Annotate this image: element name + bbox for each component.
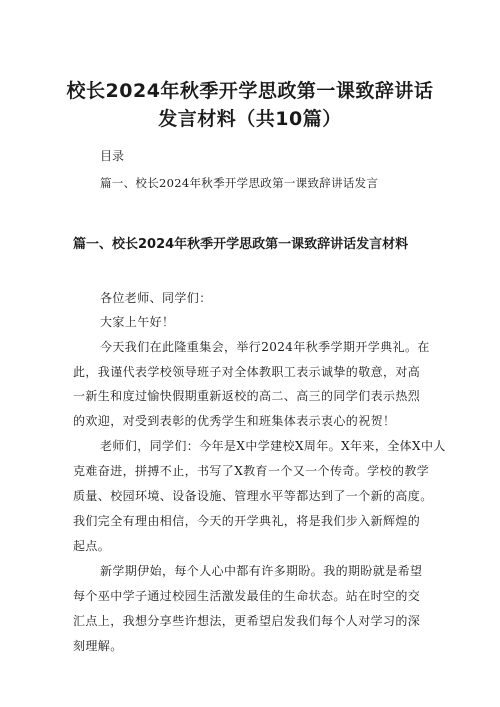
document-title-line1: 校长2024年秋季开学思政第一课致辞讲话 bbox=[66, 80, 434, 102]
toc-heading: 目录 bbox=[100, 149, 125, 163]
body-line: 每个巫中学子通过校园生活激发最佳的生命状态。站在时空的交 bbox=[73, 589, 421, 603]
body-line: 起点。 bbox=[73, 539, 111, 553]
body-line: 我们完全有理由相信，今天的开学典礼，将是我们步入新辉煌的 bbox=[73, 514, 421, 528]
body-line: 老师们，同学们：今年是X中学建校X周年。X年来，全体X中人 bbox=[100, 439, 446, 453]
document-title-line2: 发言材料（共10篇） bbox=[158, 108, 342, 130]
greeting-line: 大家上午好！ bbox=[100, 315, 175, 329]
body-line: 今天我们在此隆重集会，举行2024年秋季学期开学典礼。在 bbox=[100, 340, 430, 354]
body-line: 的欢迎，对受到表彰的优秀学生和班集体表示衷心的祝贺！ bbox=[73, 414, 396, 428]
body-line: 新学期伊始，每个人心中都有许多期盼。我的期盼就是希望 bbox=[100, 564, 423, 578]
toc-item: 篇一、校长2024年秋季开学思政第一课致辞讲话发言 bbox=[100, 176, 379, 190]
body-line: 质量、校园环境、设备设施、管理水平等都达到了一个新的高度。 bbox=[73, 489, 433, 503]
body-line: 克难奋进，拼搏不止，书写了X教育一个又一个传奇。学校的教学 bbox=[73, 464, 430, 478]
section-heading: 篇一、校长2024年秋季开学思政第一课致辞讲话发言材料 bbox=[73, 237, 409, 252]
body-line: 汇点上，我想分享些许想法，更希望启发我们每个人对学习的深 bbox=[73, 614, 421, 628]
salutation-line: 各位老师、同学们： bbox=[100, 291, 212, 305]
body-line: 此，我谨代表学校领导班子对全体教职工表示诚挚的敬意，对高 bbox=[73, 365, 421, 379]
body-line: 一新生和度过愉快假期重新返校的高二、高三的同学们表示热烈 bbox=[73, 389, 421, 403]
body-line: 刻理解。 bbox=[73, 639, 123, 653]
